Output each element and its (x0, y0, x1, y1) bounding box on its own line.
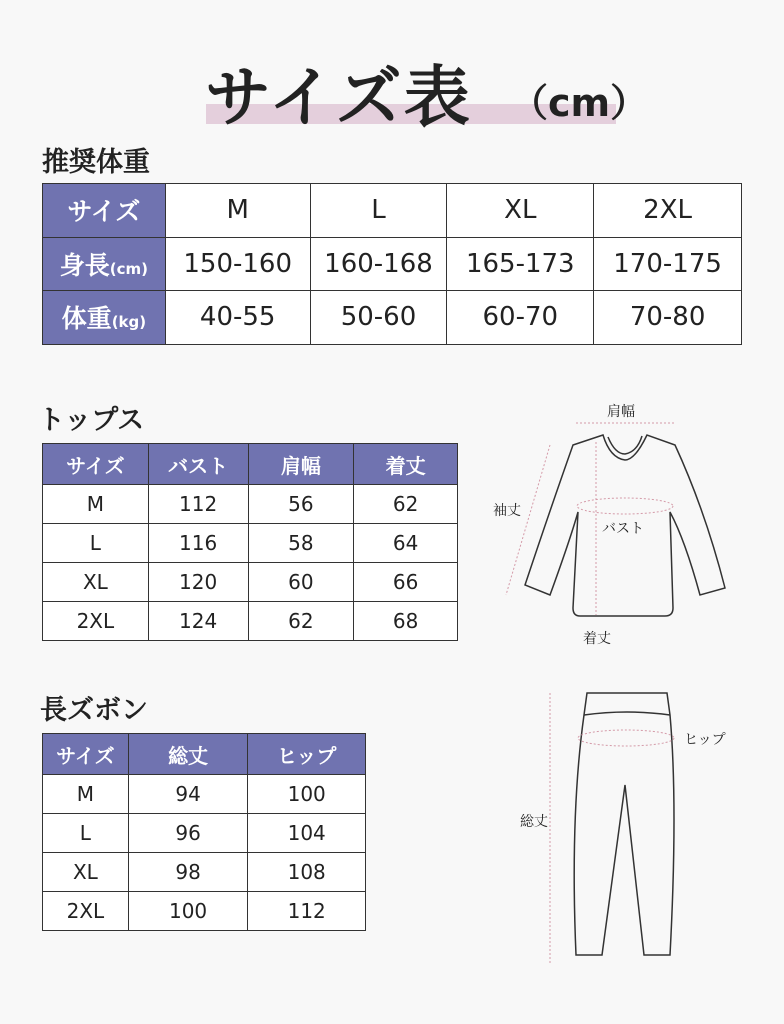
cell: 112 (148, 485, 248, 524)
cell: XL (43, 563, 149, 602)
table-header-row (43, 444, 458, 485)
cell: 64 (354, 524, 458, 563)
header-cell: 総丈 (128, 734, 248, 775)
header-cell: バスト (148, 444, 248, 485)
pants-table (42, 733, 366, 931)
table-header-row (43, 734, 366, 775)
cell: 150-160 (165, 237, 310, 291)
cell: 62 (354, 485, 458, 524)
cell: 96 (128, 814, 248, 853)
cell: 70-80 (594, 291, 742, 345)
bust-label: バスト (602, 521, 644, 537)
header-cell: 肩幅 (248, 444, 354, 485)
row-label: 体重(kg) (43, 291, 166, 345)
weight-heading: 推奨体重 (42, 147, 150, 178)
cell: 104 (248, 814, 366, 853)
table-row (43, 602, 458, 641)
tops-table (42, 443, 458, 641)
cell: 50-60 (310, 291, 447, 345)
measure-lines (506, 423, 675, 615)
table-row (43, 775, 366, 814)
header-cell: サイズ (43, 184, 166, 238)
cell: 120 (148, 563, 248, 602)
table-row (43, 563, 458, 602)
cell: 116 (148, 524, 248, 563)
pants-outline (574, 693, 674, 955)
cell: 68 (354, 602, 458, 641)
header-cell: サイズ (43, 444, 149, 485)
cell: 160-168 (310, 237, 447, 291)
page-title: サイズ表 (205, 59, 472, 136)
cell: 100 (128, 892, 248, 931)
cell: 60 (248, 563, 354, 602)
cell: 58 (248, 524, 354, 563)
header-cell: 着丈 (354, 444, 458, 485)
cell: 108 (248, 853, 366, 892)
header-cell: 2XL (594, 184, 742, 238)
hip-label: ヒップ (684, 732, 726, 748)
cell: 66 (354, 563, 458, 602)
cell: 56 (248, 485, 354, 524)
cell: XL (43, 853, 129, 892)
cell: 2XL (43, 892, 129, 931)
table-row (43, 291, 742, 345)
cell: L (43, 524, 149, 563)
cell: 112 (248, 892, 366, 931)
table-row (43, 892, 366, 931)
cell: L (43, 814, 129, 853)
header-cell: サイズ (43, 734, 129, 775)
table-row (43, 814, 366, 853)
cell: 62 (248, 602, 354, 641)
table-row (43, 524, 458, 563)
header-cell: L (310, 184, 447, 238)
cell: 94 (128, 775, 248, 814)
tops-heading: トップス (38, 405, 145, 436)
title-unit: （cm） (510, 81, 649, 125)
weight-table (42, 183, 742, 345)
pants-diagram (540, 685, 690, 965)
header-cell: ヒップ (248, 734, 366, 775)
table-row (43, 237, 742, 291)
pants-length-label: 総丈 (520, 814, 548, 830)
pants-heading: 長ズボン (40, 695, 148, 726)
cell: M (43, 485, 149, 524)
table-row (43, 853, 366, 892)
cell: 98 (128, 853, 248, 892)
cell: 170-175 (594, 237, 742, 291)
cell: 100 (248, 775, 366, 814)
table-row (43, 485, 458, 524)
row-label: 身長(cm) (43, 237, 166, 291)
cell: 124 (148, 602, 248, 641)
cell: 2XL (43, 602, 149, 641)
header-cell: M (165, 184, 310, 238)
cell: 40-55 (165, 291, 310, 345)
tops-length-label: 着丈 (583, 631, 611, 647)
cell: 60-70 (447, 291, 594, 345)
cell: 165-173 (447, 237, 594, 291)
cell: M (43, 775, 129, 814)
header-cell: XL (447, 184, 594, 238)
measure-lines (550, 693, 674, 965)
table-header-row (43, 184, 742, 238)
shoulder-label: 肩幅 (607, 404, 635, 420)
sleeve-label: 袖丈 (493, 503, 521, 519)
